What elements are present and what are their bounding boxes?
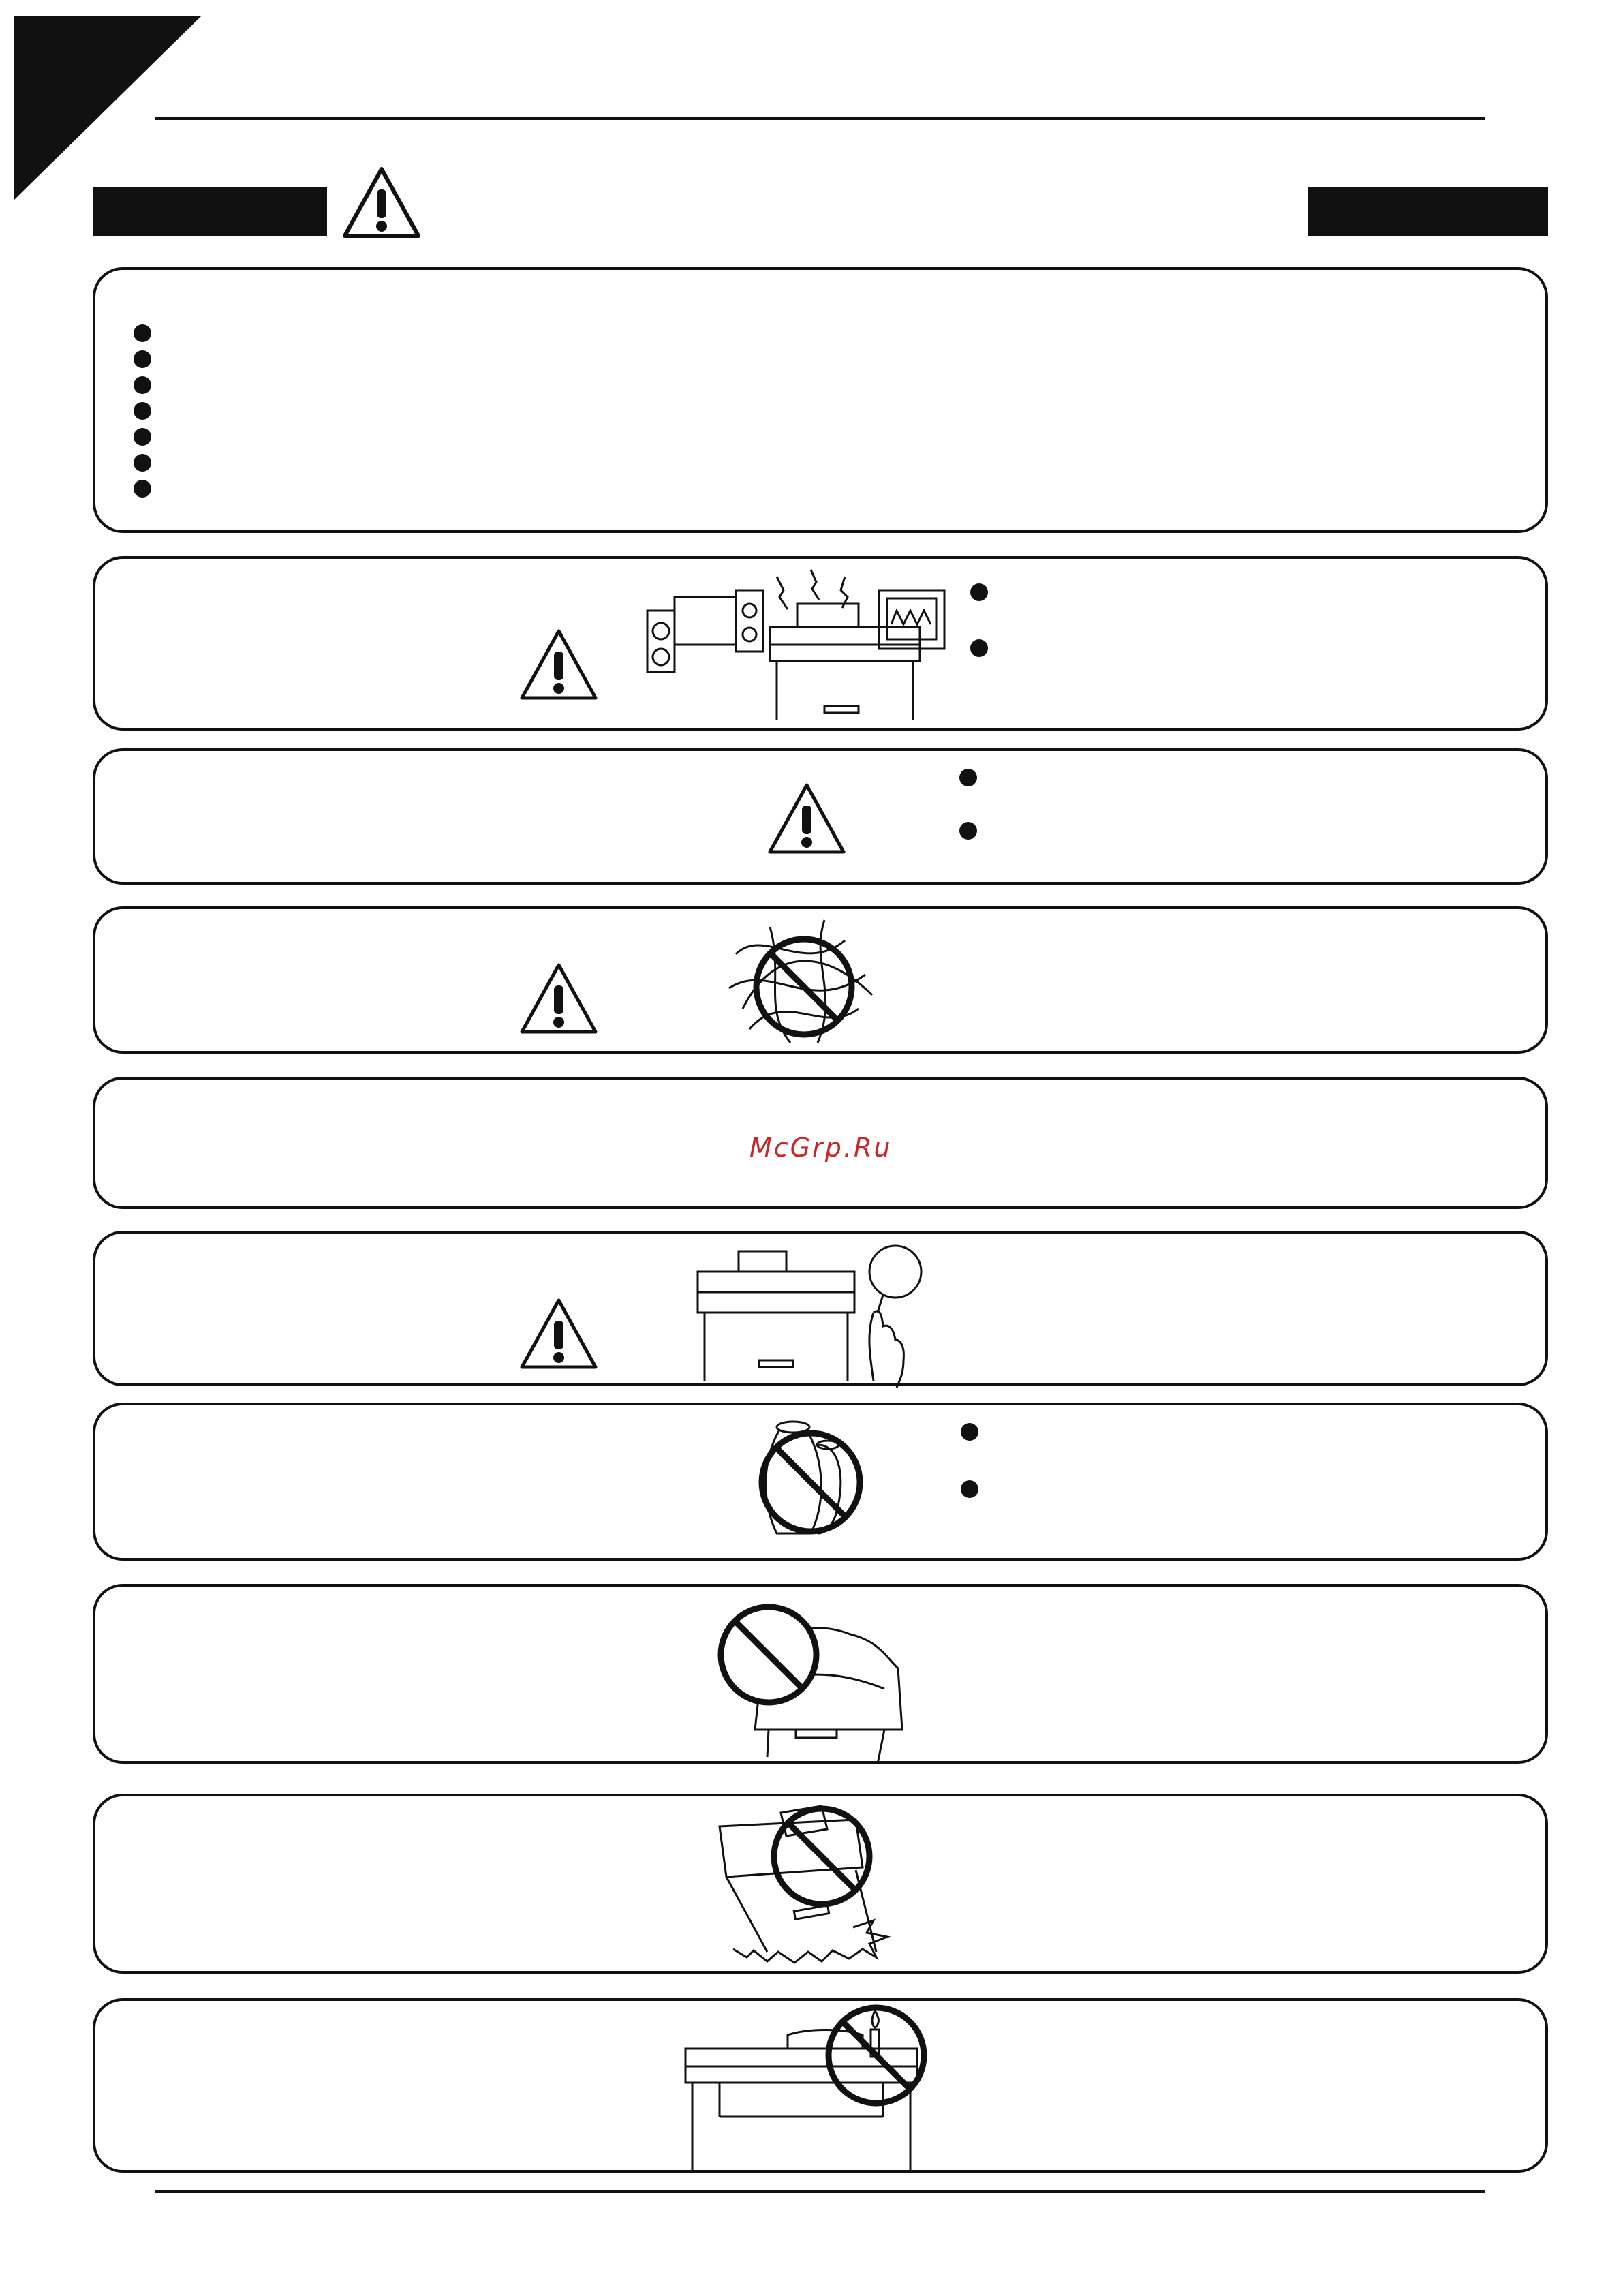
candle-piano-prohibited-icon [679, 2008, 951, 2178]
warning-triangle-icon [766, 781, 848, 856]
bullet-dot [959, 822, 977, 840]
section-interference [93, 556, 1548, 731]
warning-triangle-icon [518, 627, 600, 702]
section-power [93, 748, 1548, 885]
piano-speakers-tv-illustration [640, 563, 968, 720]
header-tab-right [1308, 187, 1548, 236]
bullet-dot [970, 639, 988, 657]
vase-prohibited-icon [749, 1418, 886, 1554]
bullet-dot [961, 1423, 978, 1441]
bullet-dot [134, 324, 151, 342]
section-cables [93, 906, 1548, 1054]
piano-finger-illustration [684, 1238, 929, 1388]
covered-piano-prohibited-icon [714, 1593, 918, 1764]
section-open-flame [93, 1998, 1548, 2173]
bullet-dot [134, 376, 151, 394]
warning-triangle-icon [341, 165, 422, 240]
watermark-text: McGrp.Ru [749, 1133, 893, 1163]
section-general-precautions [93, 267, 1548, 533]
bottom-rule [155, 2190, 1485, 2193]
bullet-dot [959, 769, 977, 786]
header-tab-left [93, 187, 327, 236]
tipping-piano-prohibited-icon [692, 1799, 897, 1970]
warning-triangle-icon [518, 1296, 600, 1371]
section-notice [93, 1077, 1548, 1209]
bullet-dot [134, 454, 151, 472]
section-do-not-touch [93, 1231, 1548, 1386]
top-rule [155, 117, 1485, 120]
section-liquids [93, 1403, 1548, 1561]
bullet-dot [134, 428, 151, 446]
tangled-cables-prohibited-icon [722, 913, 879, 1050]
bullet-dot [134, 480, 151, 498]
bullet-dot [134, 350, 151, 368]
bullet-dot [961, 1480, 978, 1498]
section-ventilation [93, 1584, 1548, 1764]
bullet-dot [134, 402, 151, 420]
section-stability [93, 1794, 1548, 1974]
bullet-dot [970, 583, 988, 601]
warning-triangle-icon [518, 961, 600, 1036]
